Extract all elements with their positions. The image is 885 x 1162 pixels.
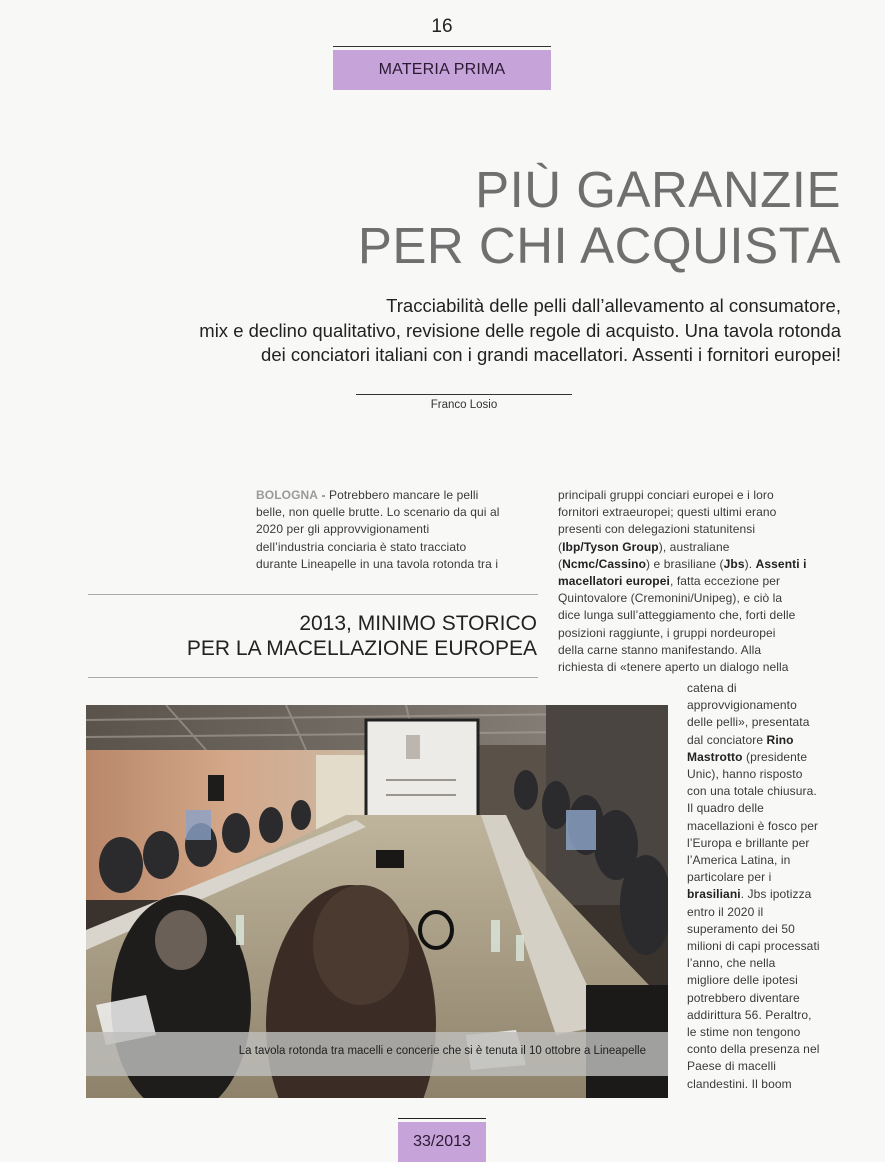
deck-line: Tracciabilità delle pelli dall’allevamento al consumatore, — [386, 295, 841, 316]
body-line: entro il 2020 il — [687, 904, 764, 919]
subhead-rule-bottom — [88, 677, 538, 678]
subhead — [187, 611, 537, 661]
body-line: dice lunga sull’atteggiamento che, forti delle — [558, 608, 796, 623]
bold-text: Jbs — [723, 556, 745, 571]
body-line: Unic), hanno risposto — [687, 767, 803, 782]
byline: Franco Losio — [430, 399, 498, 411]
text: . Jbs ipotizza — [740, 887, 812, 902]
body-line: durante Lineapelle in una tavola rotonda tra i — [256, 556, 499, 571]
dateline: BOLOGNA — [256, 488, 319, 502]
body-text: - Potrebbero mancare le pelli — [318, 488, 479, 502]
headline-line: PER CHI ACQUISTA — [357, 217, 841, 274]
body-column-2 — [558, 487, 807, 676]
body-line: principali gruppi conciari europei e i loro — [558, 488, 774, 502]
footer-rule — [398, 1118, 486, 1119]
body-line: presenti con delegazioni statunitensi — [558, 522, 756, 537]
body-line: l’America Latina, in — [687, 853, 791, 868]
body-column-1 — [256, 487, 500, 573]
body-line: richiesta di «tenere aperto un dialogo nella — [558, 660, 789, 675]
issue-tag — [398, 1122, 486, 1162]
body-line: l’Europa e brillante per — [687, 835, 810, 850]
body-line: delle pelli», presentata — [687, 715, 810, 730]
body-line: superamento dei 50 — [687, 921, 795, 936]
bold-text: Rino — [766, 732, 794, 747]
text: (presidente — [742, 749, 808, 764]
body-line: l’anno, che nella — [687, 956, 776, 971]
section-label: MATERIA PRIMA — [378, 61, 506, 78]
subhead-line: 2013, MINIMO STORICO — [299, 612, 537, 635]
body-line: Il quadro delle — [687, 801, 764, 816]
meeting-photo — [86, 705, 668, 1098]
bold-text: Ibp/Tyson Group — [562, 539, 659, 554]
body-line — [687, 886, 820, 903]
bold-text: brasiliani — [687, 887, 741, 902]
deck — [121, 294, 841, 368]
body-line: Quintovalore (Cremonini/Unipeg), e ciò la — [558, 591, 783, 606]
body-line: milioni di capi processati — [687, 939, 820, 954]
body-line — [558, 539, 807, 556]
page-number: 16 — [431, 16, 453, 37]
body-line: macellazioni è fosco per — [687, 818, 819, 833]
issue-number: 33/2013 — [413, 1133, 471, 1150]
byline-rule — [356, 394, 572, 395]
caption-bar — [86, 1032, 668, 1076]
header-rule — [333, 46, 551, 47]
body-line: della carne stanno manifestando. Alla — [558, 642, 762, 657]
body-line — [558, 573, 807, 590]
body-line: dell’industria conciaria è stato tracciato — [256, 539, 467, 554]
bold-text: Assenti i — [755, 556, 807, 571]
section-tag — [333, 50, 551, 90]
photo-caption: La tavola rotonda tra macelli e concerie che si è tenuta il 10 ottobre a Lineapelle — [238, 1045, 646, 1057]
text: ), australiane — [658, 539, 730, 554]
body-line — [256, 487, 500, 504]
subhead-line: PER LA MACELLAZIONE EUROPEA — [186, 637, 537, 660]
bold-text: Mastrotto — [687, 749, 743, 764]
body-line: fornitori extraeuropei; questi ultimi erano — [558, 505, 777, 520]
text: dal conciatore — [687, 732, 767, 747]
body-line — [558, 556, 807, 573]
body-line: particolare per i — [687, 870, 772, 885]
deck-line: mix e declino qualitativo, revisione delle regole di acquisto. Una tavola rotonda — [199, 319, 841, 341]
body-line: Paese di macelli — [687, 1059, 776, 1074]
body-line: con una totale chiusura. — [687, 784, 817, 799]
body-line: addirittura 56. Peraltro, — [687, 1007, 812, 1022]
body-line: posizioni raggiunte, i gruppi nordeuropei — [558, 625, 776, 640]
deck-line: dei conciatori italiani con i grandi macellatori. Assenti i fornitori europei! — [261, 344, 841, 365]
headline-line: PIÙ GARANZIE — [475, 161, 841, 218]
body-line: 2020 per gli approvvigionamenti — [256, 522, 430, 537]
body-line — [687, 732, 820, 749]
text: ( — [558, 556, 563, 571]
body-line: approvvigionamento — [687, 698, 797, 713]
subhead-rule-top — [88, 594, 538, 595]
text: ). — [744, 556, 756, 571]
body-line: conto della presenza nel — [687, 1042, 820, 1057]
bold-text: Ncmc/Cassino — [562, 556, 647, 571]
body-line: catena di — [687, 681, 737, 695]
text: , fatta eccezione per — [669, 574, 781, 589]
body-line: belle, non quelle brutte. Lo scenario da qui al — [256, 505, 500, 520]
headline — [358, 162, 841, 274]
text: ( — [558, 539, 563, 554]
body-column-3 — [687, 680, 820, 1093]
bold-text: macellatori europei — [558, 574, 670, 589]
body-line: migliore delle ipotesi — [687, 973, 798, 988]
body-line: clandestini. Il boom — [687, 1076, 792, 1091]
body-line: le stime non tengono — [687, 1025, 801, 1040]
body-line: potrebbero diventare — [687, 990, 800, 1005]
text: ) e brasiliane ( — [646, 556, 724, 571]
body-line — [687, 749, 820, 766]
